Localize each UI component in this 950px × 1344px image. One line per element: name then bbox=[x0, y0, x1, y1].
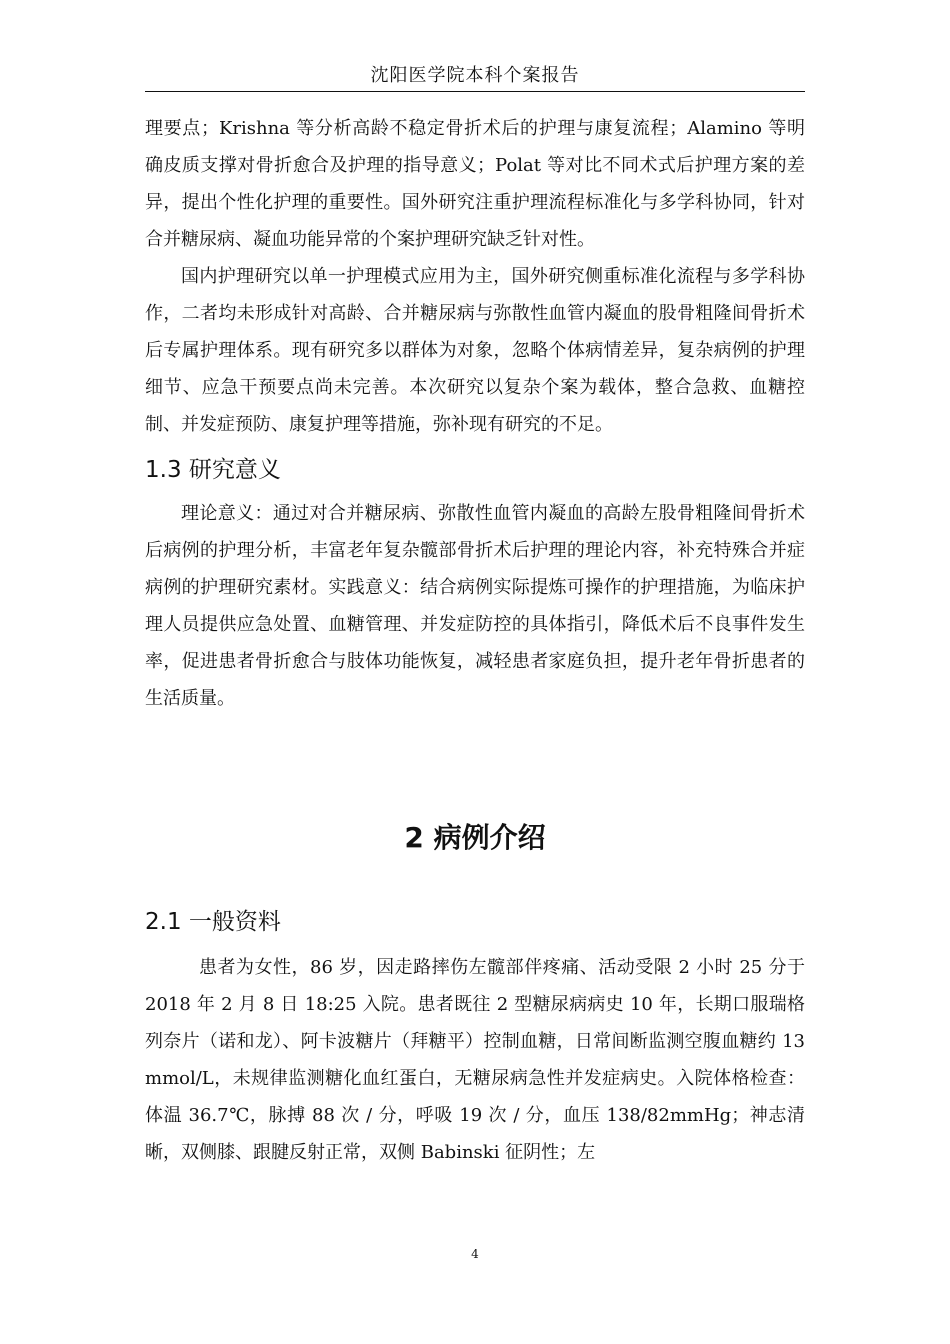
document-content bbox=[145, 110, 805, 1171]
paragraph-foreign-research-summary: 理要点；Krishna 等分析高龄不稳定骨折术后的护理与康复流程；Alamino 等明确皮质支撑对骨折愈合及护理的指导意义；Polat 等对比不同术式后护理方案的差异，提出个性化护理的重要性。国外研究注重护理流程标准化与多学科协同，针对合并糖尿病、凝血功能异常的个案护理研究缺乏针对性。 bbox=[145, 118, 805, 250]
page-number: 4 bbox=[471, 1247, 479, 1261]
paragraph-research-significance: 理论意义：通过对合并糖尿病、弥散性血管内凝血的高龄左股骨粗隆间骨折术后病例的护理分析，丰富老年复杂髋部骨折术后护理的理论内容，补充特殊合并症病例的护理研究素材。实践意义：结合病例实际提炼可操作的护理措施，为临床护理人员提供应急处置、血糖管理、并发症防控的具体指引，降低术后不良事件发生率，促进患者骨折愈合与肢体功能恢复，减轻患者家庭负担，提升老年骨折患者的生活质量。 bbox=[145, 503, 805, 709]
section-2-1-heading: 2.1 一般资料 bbox=[145, 909, 281, 935]
page-header-title: 沈阳医学院本科个案报告 bbox=[370, 65, 580, 86]
section-1-3-heading: 1.3 研究意义 bbox=[145, 457, 281, 483]
paragraph-research-gap: 国内护理研究以单一护理模式应用为主，国外研究侧重标准化流程与多学科协作，二者均未形成针对高龄、合并糖尿病与弥散性血管内凝血的股骨粗隆间骨折术后专属护理体系。现有研究多以群体为对象，忽略个体病情差异，复杂病例的护理细节、应急干预要点尚未完善。本次研究以复杂个案为载体，整合急救、血糖控制、并发症预防、康复护理等措施，弥补现有研究的不足。 bbox=[145, 266, 805, 435]
chapter-2-heading: 2 病例介绍 bbox=[404, 821, 546, 854]
header-rule bbox=[145, 91, 805, 92]
paragraph-general-information: 患者为女性，86 岁，因走路摔伤左髋部伴疼痛、活动受限 2 小时 25 分于 2018 年 2 月 8 日 18:25 入院。患者既往 2 型糖尿病病史 10 年，长期口服瑞格列奈片（诺和龙）、阿卡波糖片（拜糖平）控制血糖，日常间断监测空腹血糖约 13mmol/L，未规律监测糖化血红蛋白，无糖尿病急性并发症病史。入院体格检查：体温 36.7℃，脉搏 88 次 / 分，呼吸 19 次 / 分，血压 138/82mmHg；神志清晰，双侧膝、跟腱反射正常，双侧 Babinski 征阴性；左 bbox=[145, 957, 805, 1163]
